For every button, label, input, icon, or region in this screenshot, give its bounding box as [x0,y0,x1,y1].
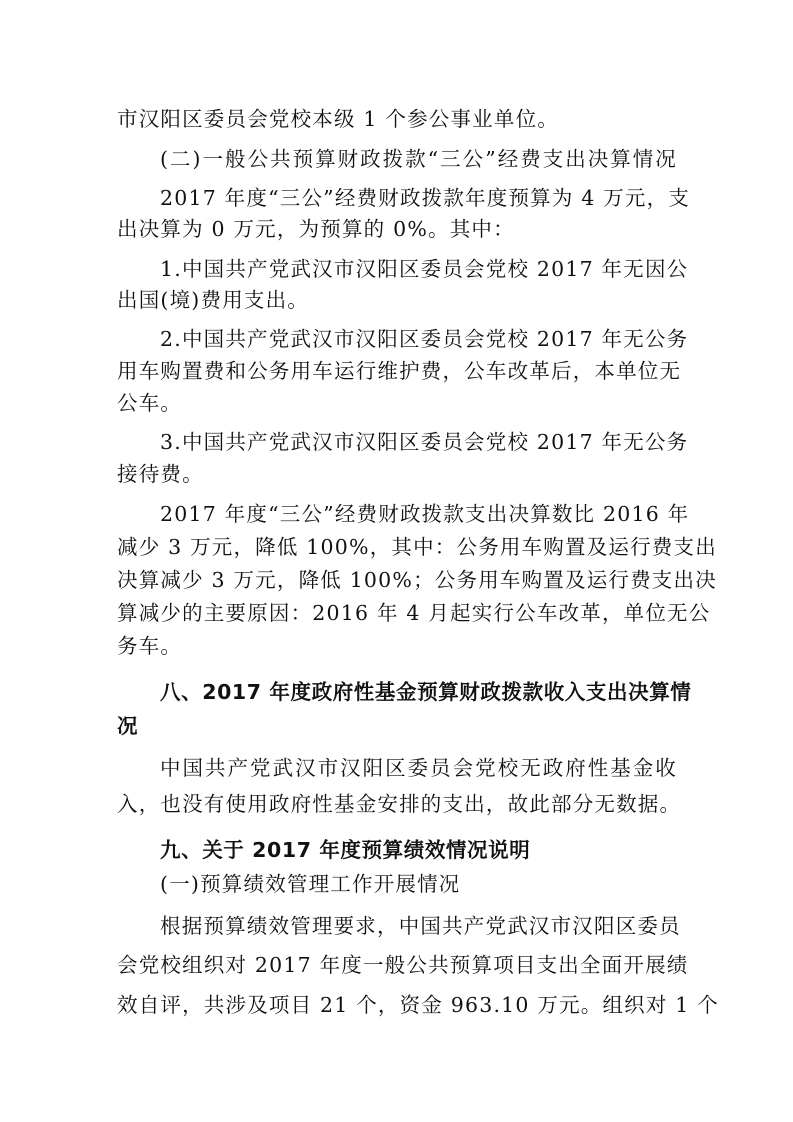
text-line: 接待费。 [117,462,204,486]
text-line: 减少 3 万元，降低 100%，其中：公务用车购置及运行费支出 [117,535,717,559]
text-line: 务车。 [117,634,183,658]
text-line: 2017 年度“三公”经费财政拨款年度预算为 4 万元，支 [160,186,691,210]
text-line: 算减少的主要原因：2016 年 4 月起实行公车改革，单位无公 [117,601,711,625]
text-line: 效自评，共涉及项目 21 个，资金 963.10 万元。组织对 1 个 [117,993,719,1017]
text-line: 2.中国共产党武汉市汉阳区委员会党校 2017 年无公务 [160,327,689,351]
text-line: 入，也没有使用政府性基金安排的支出，故此部分无数据。 [117,792,682,816]
text-line: 出决算为 0 万元，为预算的 0%。其中： [117,217,515,241]
text-line: 2017 年度“三公”经费财政拨款支出决算数比 2016 年 [160,502,690,526]
text-line: 1.中国共产党武汉市汉阳区委员会党校 2017 年无因公 [160,257,689,281]
text-line: 用车购置费和公务用车运行维护费，公车改革后，本单位无 [117,359,682,383]
section-subheading: (一)预算绩效管理工作开展情况 [160,872,461,896]
section-heading-9: 九、关于 2017 年度预算绩效情况说明 [160,838,531,862]
text-line: 市汉阳区委员会党校本级 1 个参公事业单位。 [117,107,559,131]
text-line: 3.中国共产党武汉市汉阳区委员会党校 2017 年无公务 [160,430,689,454]
section-heading-8-cont: 况 [117,714,139,738]
text-line: 会党校组织对 2017 年度一般公共预算项目支出全面开展绩 [117,953,689,977]
section-heading-8: 八、2017 年度政府性基金预算财政拨款收入支出决算情 [160,680,692,704]
section-subheading: (二)一般公共预算财政拨款“三公”经费支出决算情况 [160,147,677,171]
text-line: 公车。 [117,391,183,415]
text-line: 决算减少 3 万元，降低 100%；公务用车购置及运行费支出决 [117,568,717,592]
text-line: 出国(境)费用支出。 [117,288,309,312]
text-line: 根据预算绩效管理要求，中国共产党武汉市汉阳区委员 [160,914,681,938]
text-line: 中国共产党武汉市汉阳区委员会党校无政府性基金收 [160,756,677,780]
